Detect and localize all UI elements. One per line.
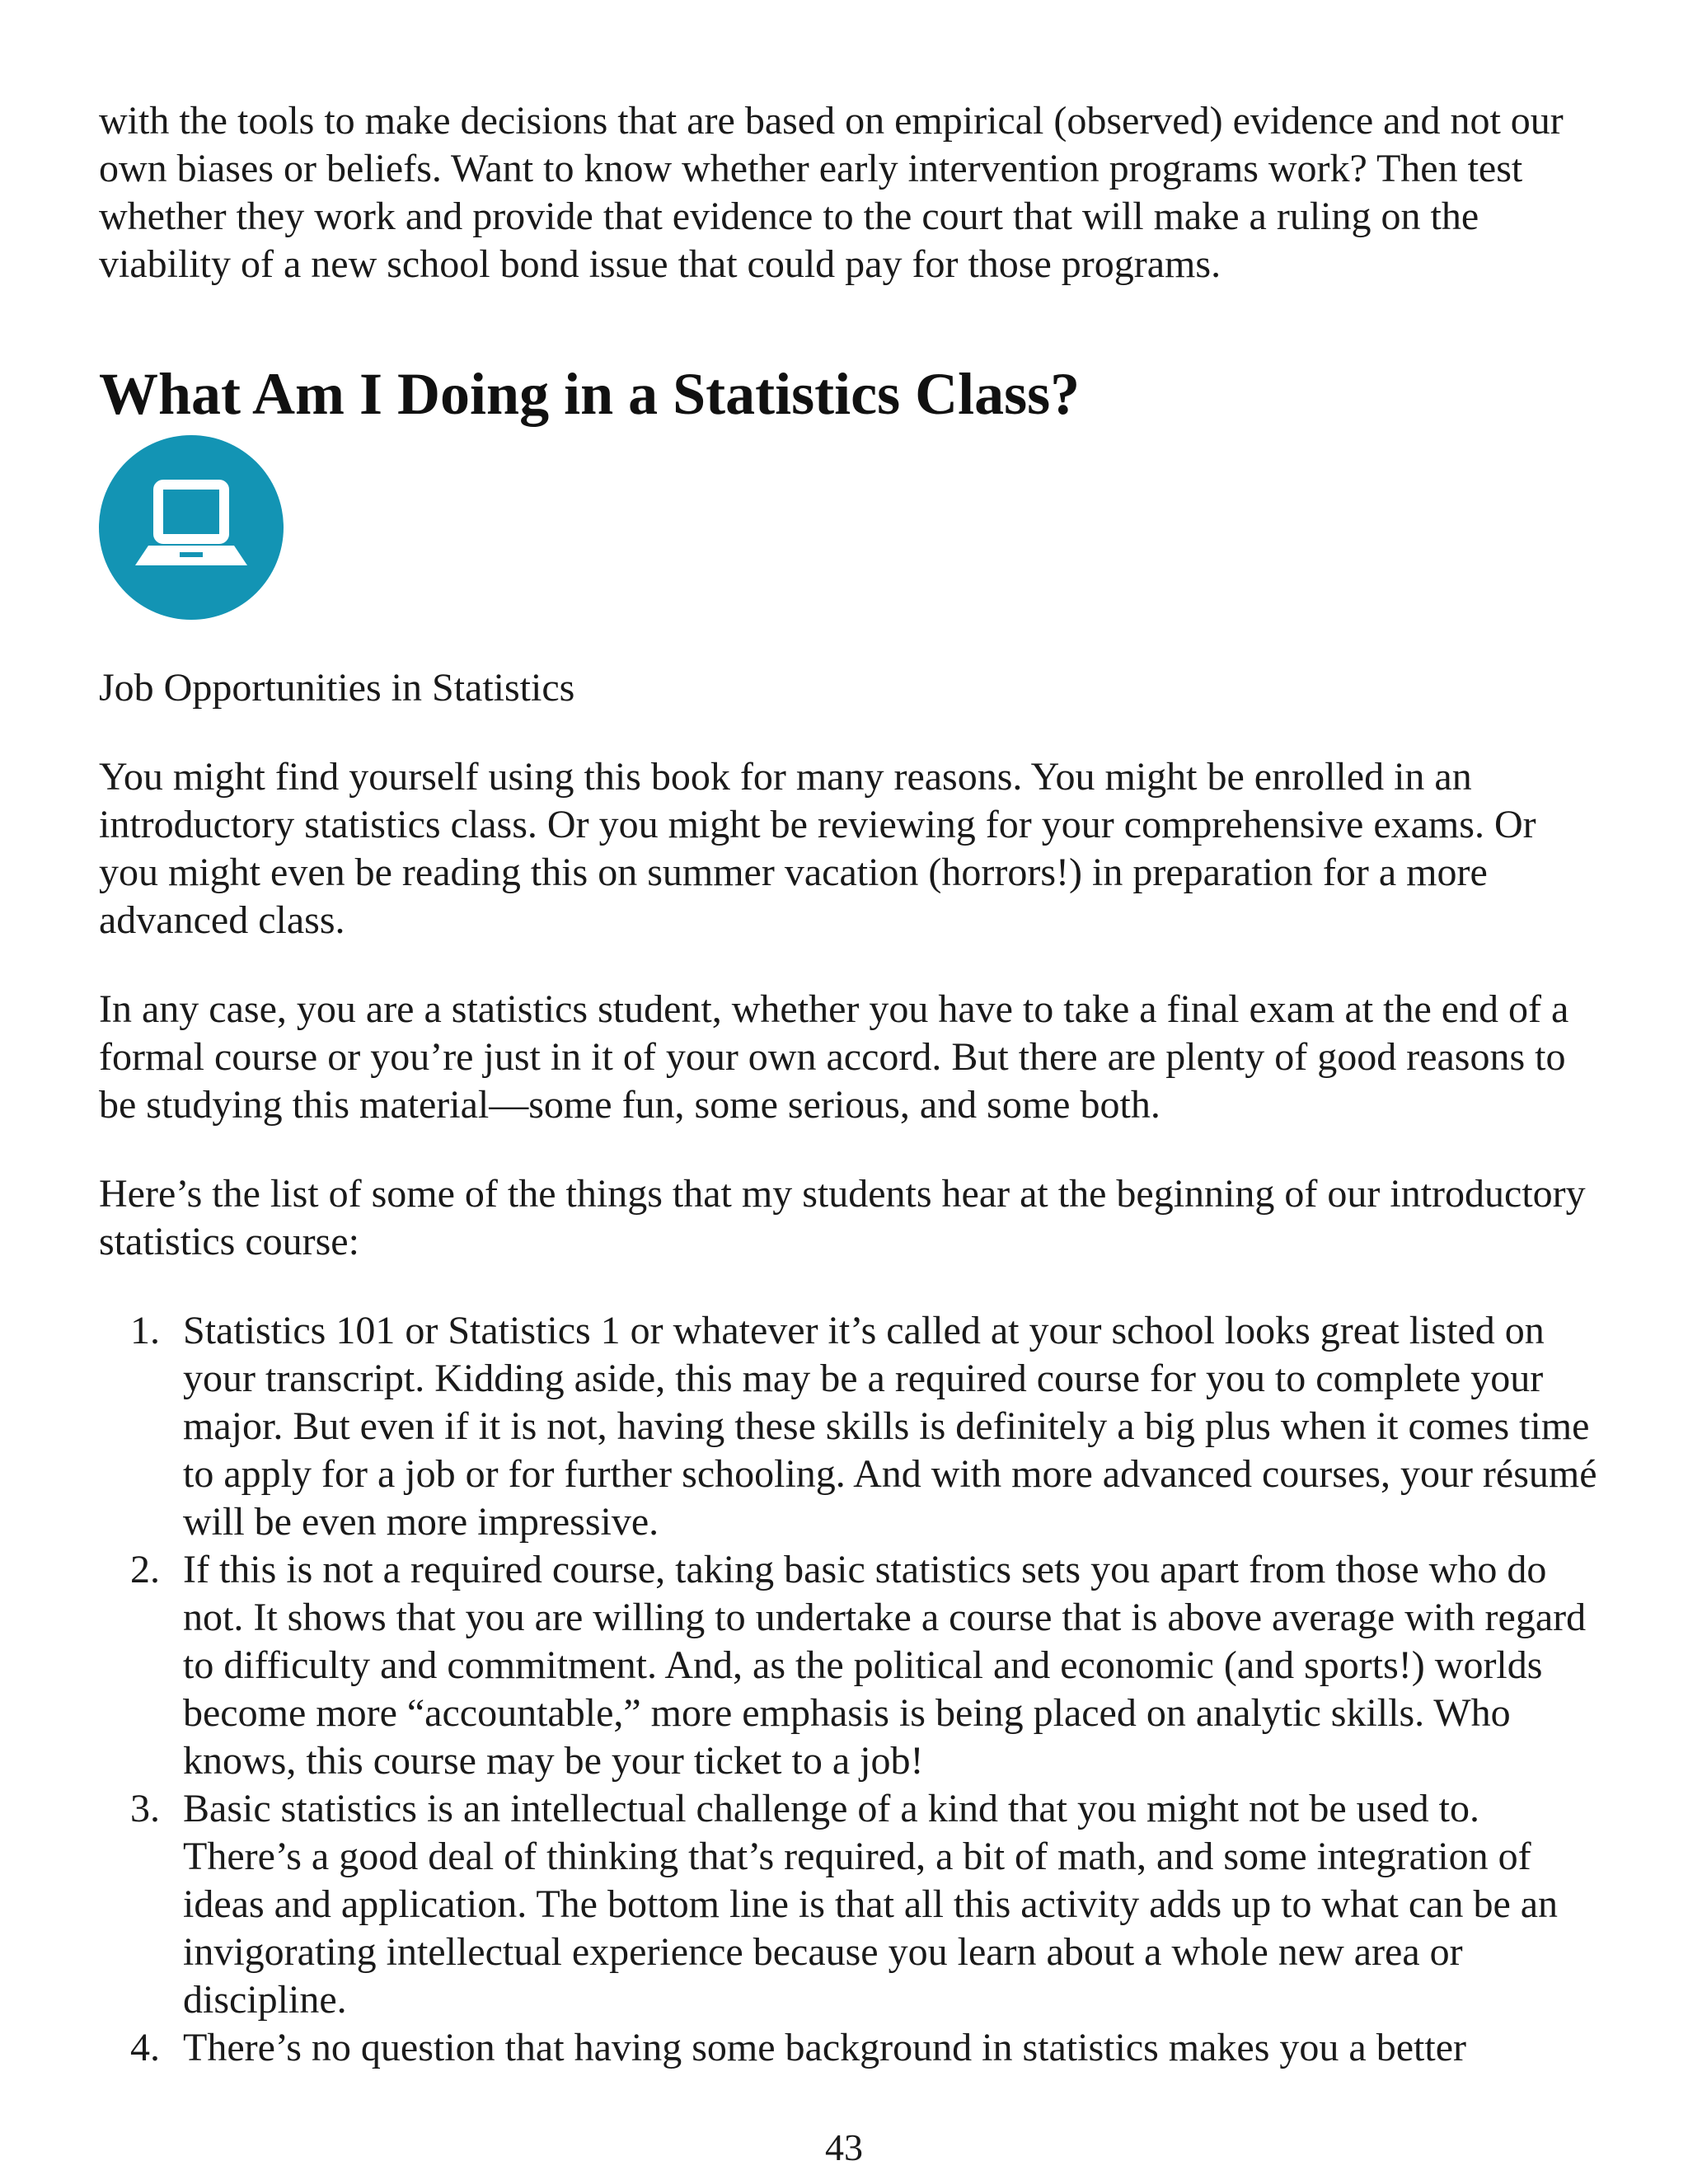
laptop-icon (99, 435, 284, 620)
list-item (99, 1785, 1599, 2024)
paragraph: You might find yourself using this book for many reasons. You might be enrolled in an introductory statistics class. Or you might be reviewing for your comprehensive exams. Or you might even be reading this on summer vacation (horrors!) in preparation for a more advanced class. (99, 755, 1536, 942)
list-item-text: Statistics 101 or Statistics 1 or whatever it’s called at your school looks great listed on your transcript. Kidding aside, this may be a required course for you to complete your major. But even if it is not, having these skills is definitely a big plus when it comes time to apply for a job or for further schooling. And with more advanced courses, your résumé will be even more impressive. (183, 1309, 1597, 1544)
page-content (99, 97, 1599, 2072)
list-item-text: There’s no question that having some background in statistics makes you a better (183, 2026, 1466, 2069)
page-number: 43 (825, 2126, 863, 2168)
list-item-text: If this is not a required course, taking basic statistics sets you apart from those who do not. It shows that you are willing to undertake a course that is above average with regard to difficulty and commitment. And, as the political and economic (and sports!) worlds become more “accountable,” more emphasis is being placed on analytic skills. Who knows, this course may be your ticket to a job! (183, 1548, 1587, 1783)
icon-caption: Job Opportunities in Statistics (99, 666, 575, 710)
numbered-list (99, 1307, 1599, 2072)
section-heading: What Am I Doing in a Statistics Class? (99, 361, 1081, 427)
list-item-number: 4. (130, 2026, 160, 2069)
list-item-number: 3. (130, 1787, 160, 1830)
intro-paragraph: with the tools to make decisions that are based on empirical (observed) evidence and not our own biases or beliefs. Want to know whether early intervention programs work? Then test whether they work and provide that evidence to the court that will make a ruling on the viability of a new school bond issue that could pay for those programs. (99, 99, 1564, 286)
list-item-number: 1. (130, 1309, 160, 1352)
paragraph: In any case, you are a statistics student, whether you have to take a final exam at the end of a formal course or you’re just in it of your own accord. But there are plenty of good reasons to be studying this material—some fun, some serious, and some both. (99, 987, 1569, 1127)
list-item (99, 1307, 1599, 1546)
paragraph: Here’s the list of some of the things that my students hear at the beginning of our introductory statistics course: (99, 1172, 1586, 1263)
list-item (99, 1546, 1599, 1785)
list-item-text: Basic statistics is an intellectual challenge of a kind that you might not be used to. There’s a good deal of thinking that’s required, a bit of math, and some integration of ideas and application. The bottom line is that all this activity adds up to what can be an invigorating intellectual experience because you learn about a whole new area or discipline. (183, 1787, 1559, 2022)
list-item-number: 2. (130, 1548, 160, 1591)
list-item (99, 2024, 1599, 2072)
